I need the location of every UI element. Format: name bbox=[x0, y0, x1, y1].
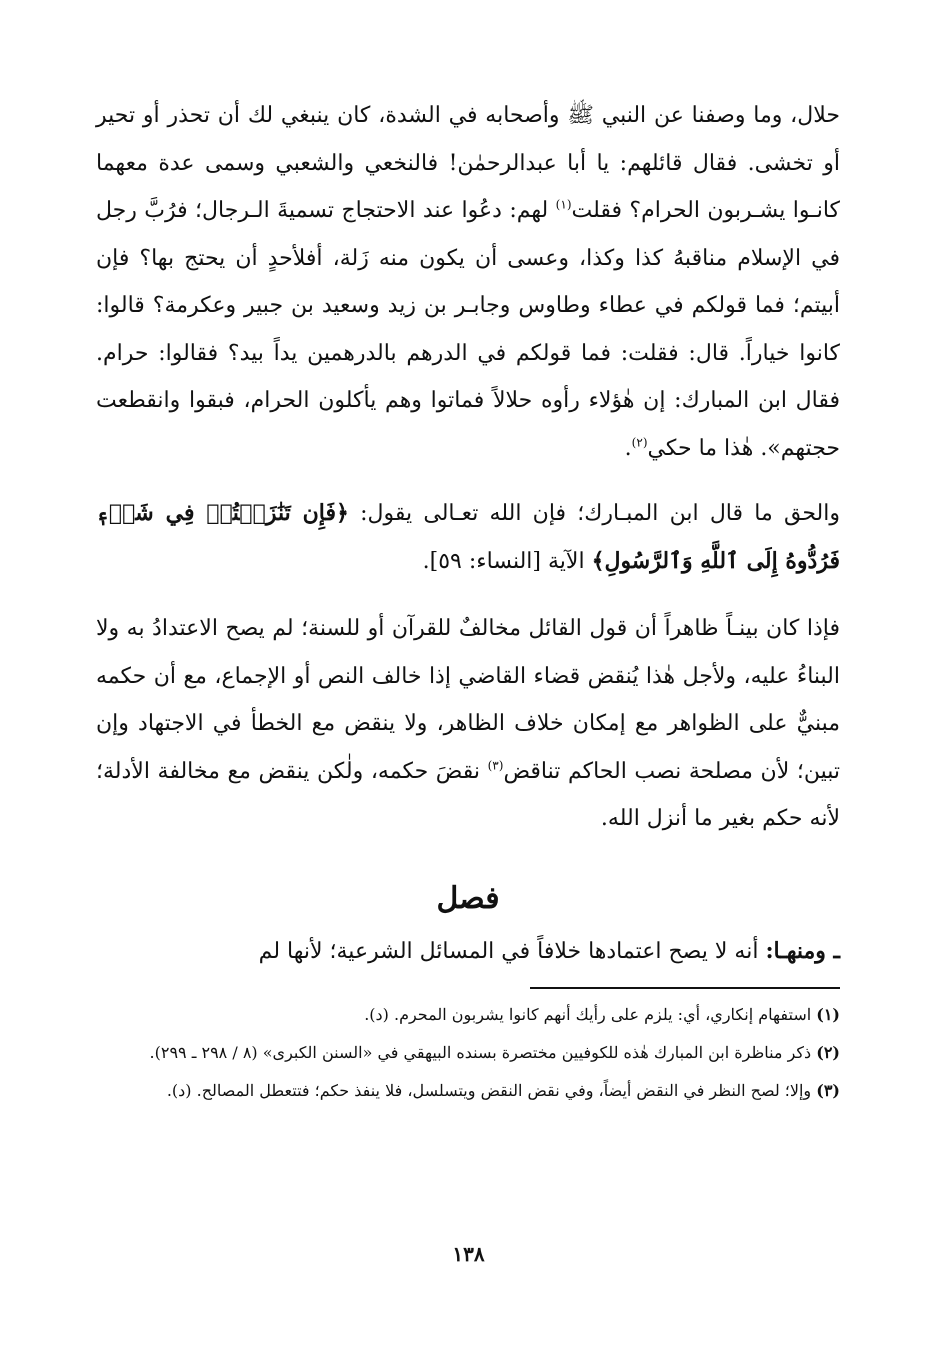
paragraph-1-line-7: بالدرهمين يداً بيد؟ فقالوا: حرام. فقال ابن المبارك: إن هٰؤلاء رأوه حلالاً فماتوا bbox=[96, 340, 841, 413]
footnote-3-number: (٣) bbox=[816, 1081, 840, 1100]
paragraph-1-line-4: الـرجال؛ فرُبَّ رجل في الإسلام مناقبهُ كذا وكذا، وعسى أن يكون منه زَلة، bbox=[96, 198, 840, 271]
paragraph-2-text: والحق ما قال ابن المبـارك؛ فإن الله تعـالى يقول: bbox=[348, 501, 840, 526]
footnote-2-text: ذكر مناظرة ابن المبارك هٰذه للكوفيين مختصرة بسنده البيهقي في «السنن الكبرى» (٨ / ٢٩٨ ـ ٢٩٩). bbox=[149, 1043, 817, 1062]
paragraph-1-line-1: حلال، وما وصفنا عن النبي ﷺ وأصحابه في الشدة، كان ينبغي لك أن تحذر bbox=[167, 103, 840, 128]
footnote-1-number: (١) bbox=[816, 1005, 840, 1024]
footnote-marker-2[interactable]: (٢) bbox=[631, 435, 648, 450]
footnote-2-number: (٢) bbox=[816, 1043, 840, 1062]
paragraph-1-line-6: وسعيد بن جبير وعكرمة؟ قالوا: كانوا خياراً. قال: فقلت: فما قولكم في الدرهم bbox=[96, 293, 840, 366]
paragraph-1-line-3b: لهم: دعُوا عند الاحتجاج تسميةَ bbox=[277, 198, 556, 223]
footnote-3 bbox=[96, 1075, 840, 1107]
paragraph-1-line-2: أو تحير أو تخشى. فقال قائلهم: يا أبا عبدالرحمٰن! فالنخعي والشعبي وسمى bbox=[96, 103, 840, 176]
paragraph-1-line-5: أفلأحدٍ أن يحتج بها؟ فإن أبيتم؛ فما قولكم في عطاء وطاوس وجابـر بن زيد bbox=[96, 245, 841, 318]
paragraph-3-end: نقضَ حكمه، ولٰكن ينقض مع مخالفة الأدلة؛ لأنه حكم بغير ما أنزل الله. bbox=[96, 758, 840, 831]
section-first-line-text: أنه لا يصح اعتمادها خلافاً في المسائل الشرعية؛ لأنها لم bbox=[258, 939, 766, 964]
section-heading: فصل bbox=[436, 881, 500, 916]
paragraph-1-line-8: وهم يأكلون الحرام، فبقوا وانقطعت حجتهم». هٰذا ما حكي bbox=[96, 388, 840, 461]
verse-reference: الآية [النساء: ٥٩]. bbox=[422, 548, 592, 574]
paragraph-1-line-3a: عدة معهما كانـوا يشـربون الحرام؟ فقلت bbox=[96, 150, 840, 223]
footnotes bbox=[96, 999, 840, 1107]
footnote-marker-3[interactable]: (٣) bbox=[487, 758, 504, 773]
paragraph-3 bbox=[96, 605, 840, 845]
footnote-3-text: وإلا؛ لصح النظر في النقض أيضاً، وفي نقض النقض ويتسلسل، فلا ينفذ حكم؛ فتتعطل المصالح. (د). bbox=[166, 1081, 817, 1100]
footnote-2 bbox=[96, 1037, 840, 1069]
paragraph-1 bbox=[96, 92, 840, 472]
quran-verse: ﴿فَإِن تَنَٰزَعۡتُمۡ فِي شَيۡءٖ فَرُدُّوهُ إِلَى ٱللَّهِ وَٱلرَّسُولِ﴾ bbox=[96, 500, 840, 574]
footnote-1-text: استفهام إنكاري، أي: يلزم على رأيك أنهم كانوا يشربون المحرم. (د). bbox=[364, 1005, 817, 1024]
footnote-1 bbox=[96, 999, 840, 1031]
page-number: ١٣٨ bbox=[452, 1242, 485, 1266]
paragraph-2 bbox=[96, 490, 840, 585]
section-first-line bbox=[96, 929, 840, 973]
section-lead: ـ ومنهـا: bbox=[765, 938, 840, 964]
paragraph-3-text: فإذا كان بينـاً ظاهراً أن قول القائل مخالفٌ للقرآن أو للسنة؛ لم يصح الاعتدادُ به ولا البناءُ عليه، ولأجل هٰذا يُنقض قضاء القاضي إذا خالف النص أو الإجماع، مع أن حكمه مبنيٌّ على الظواهر مع إمكان خلاف الظاهر، ولا ينقض مع الخطأ في الاجتهاد وإن تبين؛ لأن مصلحة نصب الحاكم تناقض bbox=[96, 616, 841, 784]
footnote-divider bbox=[530, 987, 840, 989]
paragraph-1-end: . bbox=[624, 435, 632, 461]
footnote-marker-1[interactable]: (١) bbox=[555, 197, 572, 212]
book-page bbox=[96, 92, 840, 1312]
